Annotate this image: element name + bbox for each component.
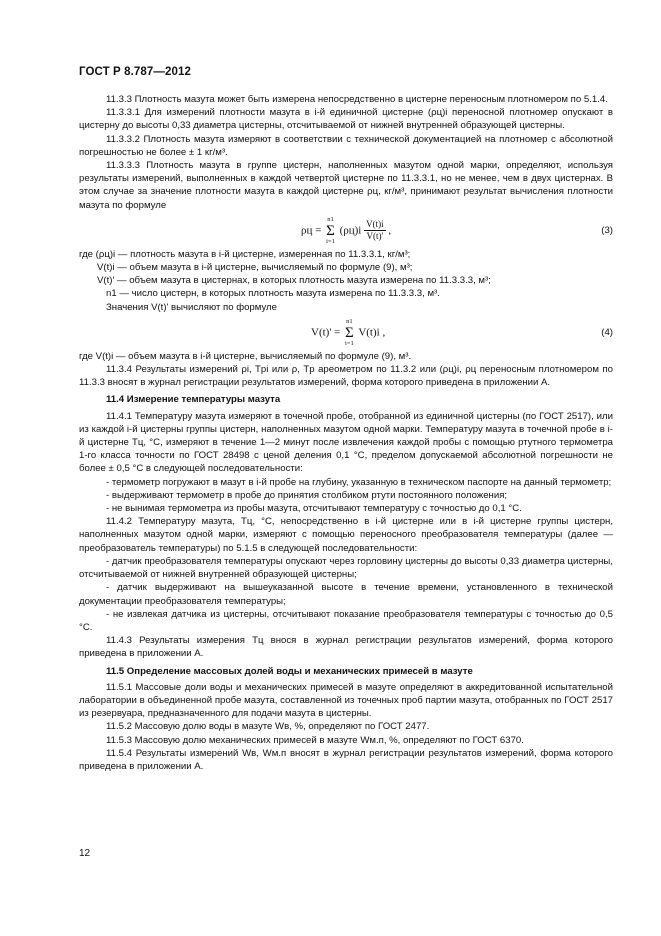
formula-3: [79, 212, 613, 248]
where-2: V(t)i — объем мазута в i-й цистерне, вычисляемый по формуле (9), м³;: [97, 262, 413, 274]
dash-item-3: - не вынимая термометра из пробы мазута, отсчитывают температуру с точностью до 0,1 °С.: [106, 503, 522, 515]
sigma-symbol: Σ: [345, 324, 354, 341]
formula-3-numerator: V(t)i: [366, 219, 384, 230]
formula-4-term: V(t)i ,: [358, 326, 386, 339]
paragraph-11-5-1: 11.5.1 Массовые доли воды и механических примесей в мазуте определяют в аккредитованной испытательной лаборатории в объединенной пробе мазута, составленной из точечных проб партии мазута, отобранных по ГОСТ 2517 из резервуара, предназначенного для подачи мазута в цистерны.: [79, 681, 613, 720]
paragraph-11-5-3: 11.5.3 Массовую долю механических примесей в мазуте Wм.п, %, определяют по ГОСТ 6370.: [106, 734, 524, 746]
dash-item-1: - термометр погружают в мазут в i-й пробе на глубину, указанную в техническом паспорте на данный термометр;: [106, 476, 612, 488]
dash-item-6: - не извлекая датчика из цистерны, отсчитывают показание преобразователя температуры с точностью до 0,5 °С.: [79, 608, 613, 633]
paragraph-11-3-3-1: 11.3.3.1 Для измерений плотности мазута в i-й единичной цистерне (ρц)i переносной плотномер опускают в цистерну до высоты 0,33 диаметра цистерны, отсчитываемой от нижней внутренней образующей цистерны.: [79, 107, 613, 132]
formula-3-number: (3): [601, 224, 613, 236]
paragraph-11-4-2: 11.4.2 Температуру мазута, Тц, °С, непосредственно в i-й цистерне или в i-й цистерне группы цистерн, наполненных мазутом одной марки, измеряют с помощью переносного преобразователя температуры (далее — преобразователь температуры) по 5.1.5 в следующей последовательности:: [79, 516, 613, 554]
formula-3-lhs: ρц =: [301, 224, 322, 237]
paragraph-11-4-3: 11.4.3 Результаты измерения Тц внося в журнал регистрации результатов измерений, форма которого приведена в приложении А.: [79, 635, 613, 660]
paragraph-11-5-2: 11.5.2 Массовую долю воды в мазуте Wв, %, определяют по ГОСТ 2477.: [106, 721, 430, 733]
formula-3-fraction: [364, 219, 386, 242]
paragraph-11-3-4: 11.3.4 Результаты измерений ρi, Tpi или ρ, Tp ареометром по 11.3.2 или (ρц)i, ρц переносным плотномером по 11.3.3 вносят в журнал регистрации результатов измерений, форма которого приведена в приложении А.: [79, 364, 613, 389]
paragraph-11-3-3: 11.3.3 Плотность мазута может быть измерена непосредственно в цистерне переносным плотномером по 5.1.4.: [106, 94, 608, 105]
formula-3-term: (ρц)i: [339, 224, 362, 237]
sigma-symbol: Σ: [326, 222, 335, 239]
paragraph-11-3-3-3: 11.3.3.3 Плотность мазута в группе цистерн, наполненных мазутом одной марки, определяют, используя результаты измерений, выполненных в каждой четвертой цистерне по 11.3.3.1, но не менее, чем в двух цистернах. В этом случае за значение плотности мазута в каждой цистерне ρц, кг/м³, принимают результат вычисления плотности мазута по формуле: [79, 160, 613, 211]
paragraph-11-5-4: 11.5.4 Результаты измерений Wв, Wм.п вносят в журнал регистрации результатов измерений, форма которого приведена в приложении А.: [79, 747, 613, 772]
document-header: ГОСТ Р 8.787—2012: [79, 66, 191, 78]
formula-4-sum: [345, 318, 354, 348]
page-number: 12: [79, 848, 91, 859]
formula-4-sum-top: n1: [346, 317, 353, 325]
where-3: V(t)' — объем мазута в цистернах, в которых плотность мазута измерена по 11.3.3.3, м³;: [97, 275, 491, 287]
formula-4-number: (4): [601, 326, 613, 338]
document-body: [79, 93, 613, 773]
dash-item-4: - датчик преобразователя температуры опускают через горловину цистерны до высоты 0,33 диаметра цистерны, отсчитываемой от нижней внутренней образующей цистерны;: [79, 555, 613, 581]
formula-3-sum: [326, 216, 335, 246]
section-heading-11-4: 11.4 Измерение температуры мазута: [106, 394, 281, 406]
dash-item-2: - выдерживают термометр в пробе до принятия столбиком ртути постоянного положения;: [106, 489, 508, 501]
where-1: где (ρц)i — плотность мазута в i-й цистерне, измеренная по 11.3.3.1, кг/м³;: [79, 248, 411, 260]
formula-4-expression: [311, 318, 385, 348]
formula-4-sum-bottom: i=1: [345, 339, 354, 347]
formula-3-expression: [301, 216, 391, 246]
formula-4: [79, 314, 613, 350]
section-heading-11-5: 11.5 Определение массовых долей воды и механических примесей в мазуте: [106, 665, 473, 677]
formula-3-sum-top: n1: [327, 215, 334, 223]
where-4: n1 — число цистерн, в которых плотность мазута измерена по 11.3.3.3, м³.: [106, 288, 440, 300]
formula-3-tail: ,: [388, 224, 392, 237]
formula-3-denominator: V(t)': [366, 231, 384, 242]
formula-4-lhs: V(t)' =: [311, 326, 341, 339]
formula-3-sum-bottom: i=1: [326, 237, 335, 245]
paragraph-11-3-3-2: 11.3.3.2 Плотность мазута измеряют в соответствии с технической документацией на плотномер с абсолютной погрешностью не более ± 1 кг/м³.: [79, 133, 613, 158]
where-5: где V(t)i — объем мазута в i-й цистерне, вычисляемый по формуле (9), м³.: [79, 350, 412, 362]
paragraph-11-4-1: 11.4.1 Температуру мазута измеряют в точечной пробе, отобранной из единичной цистерны (по ГОСТ 2517), или из каждой i-й цистерны группы цистерн, наполненных мазутом одной марки. Температуру мазута в точечной пробе в i-й цистерне Тц, °С, измеряют в течение 1—2 минут после извлечения каждой пробы с помощью ртутного термометра 1-го класса точности по ГОСТ 28498 с ценой деления 0,1 °С, пределом допускаемой абсолютной погрешности не более ± 0,5 °С в следующей последовательности:: [79, 410, 613, 475]
dash-item-5: - датчик выдерживают на вышеуказанной высоте в течение времени, установленного в технической документации преобразователя температуры;: [79, 582, 613, 607]
values-vt: Значения V(t)' вычисляют по формуле: [106, 301, 277, 313]
